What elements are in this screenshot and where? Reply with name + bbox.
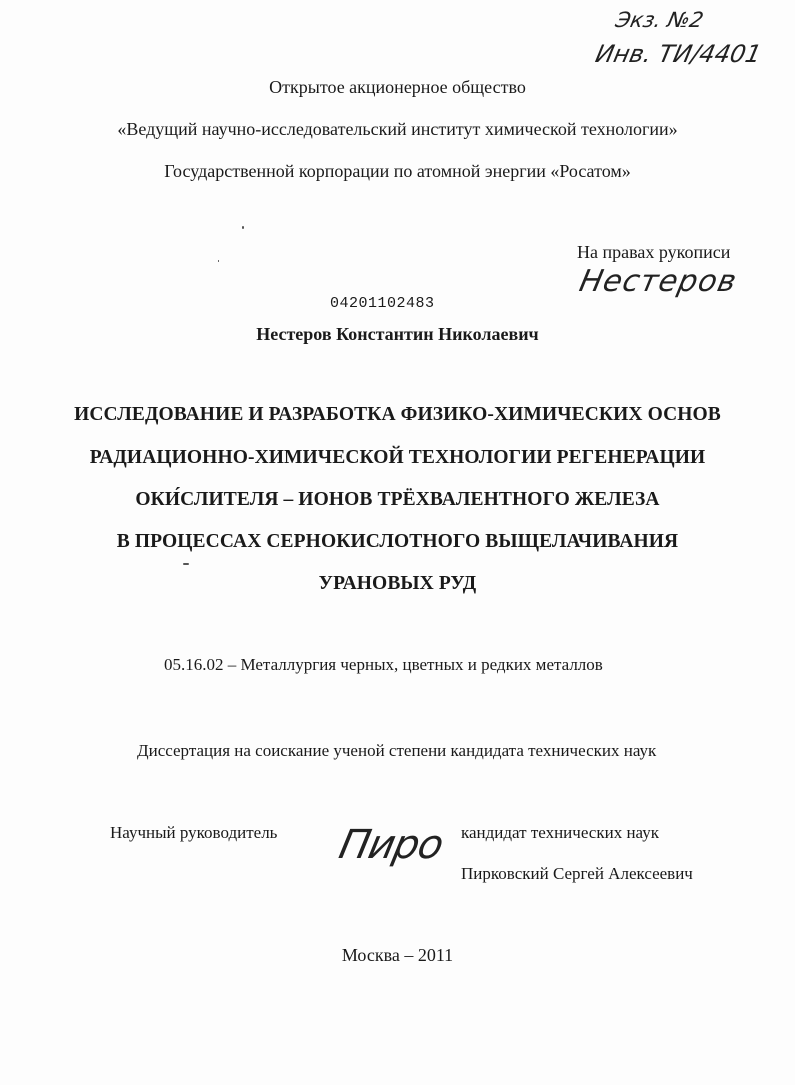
scan-speck: [242, 226, 244, 229]
supervisor-name: Пирковский Сергей Алексеевич: [461, 864, 693, 883]
scan-speck: [218, 260, 219, 262]
manuscript-rights-label: На правах рукописи: [577, 242, 731, 262]
supervisor-signature: Пиро: [335, 822, 447, 868]
author-name: Нестеров Константин Николаевич: [256, 324, 539, 344]
title-line-3: ОКИ́СЛИТЕЛЯ – ИОНОВ ТРЁХВАЛЕНТНОГО ЖЕЛЕЗА: [135, 489, 660, 510]
org-line-3: Государственной корпорации по атомной энергии «Росатом»: [164, 161, 631, 181]
title-line-2: РАДИАЦИОННО-ХИМИЧЕСКОЙ ТЕХНОЛОГИИ РЕГЕНЕРАЦИИ: [89, 447, 706, 468]
scan-speck: [183, 563, 189, 565]
supervisor-label: Научный руководитель: [110, 823, 278, 842]
org-line-1: Открытое акционерное общество: [269, 77, 526, 97]
handwritten-copy-number: Экз. №2: [613, 8, 706, 32]
org-line-2: «Ведущий научно-исследовательский институт химической технологии»: [117, 119, 678, 139]
catalog-number: 04201102483: [330, 295, 435, 312]
title-line-1: ИССЛЕДОВАНИЕ И РАЗРАБОТКА ФИЗИКО-ХИМИЧЕСКИХ ОСНОВ: [74, 404, 721, 425]
handwritten-inventory-number: Инв. ТИ/4401: [593, 40, 764, 68]
title-line-5: УРАНОВЫХ РУД: [318, 573, 477, 594]
author-signature: Нестеров: [576, 264, 741, 299]
specialty-code: 05.16.02 – Металлургия черных, цветных и редких металлов: [164, 655, 603, 674]
city-year: Москва – 2011: [341, 945, 454, 965]
title-line-4: В ПРОЦЕССАХ СЕРНОКИСЛОТНОГО ВЫЩЕЛАЧИВАНИЯ: [116, 531, 679, 552]
dissertation-line: Диссертация на соискание ученой степени кандидата технических наук: [137, 741, 657, 760]
supervisor-degree: кандидат технических наук: [461, 823, 659, 842]
